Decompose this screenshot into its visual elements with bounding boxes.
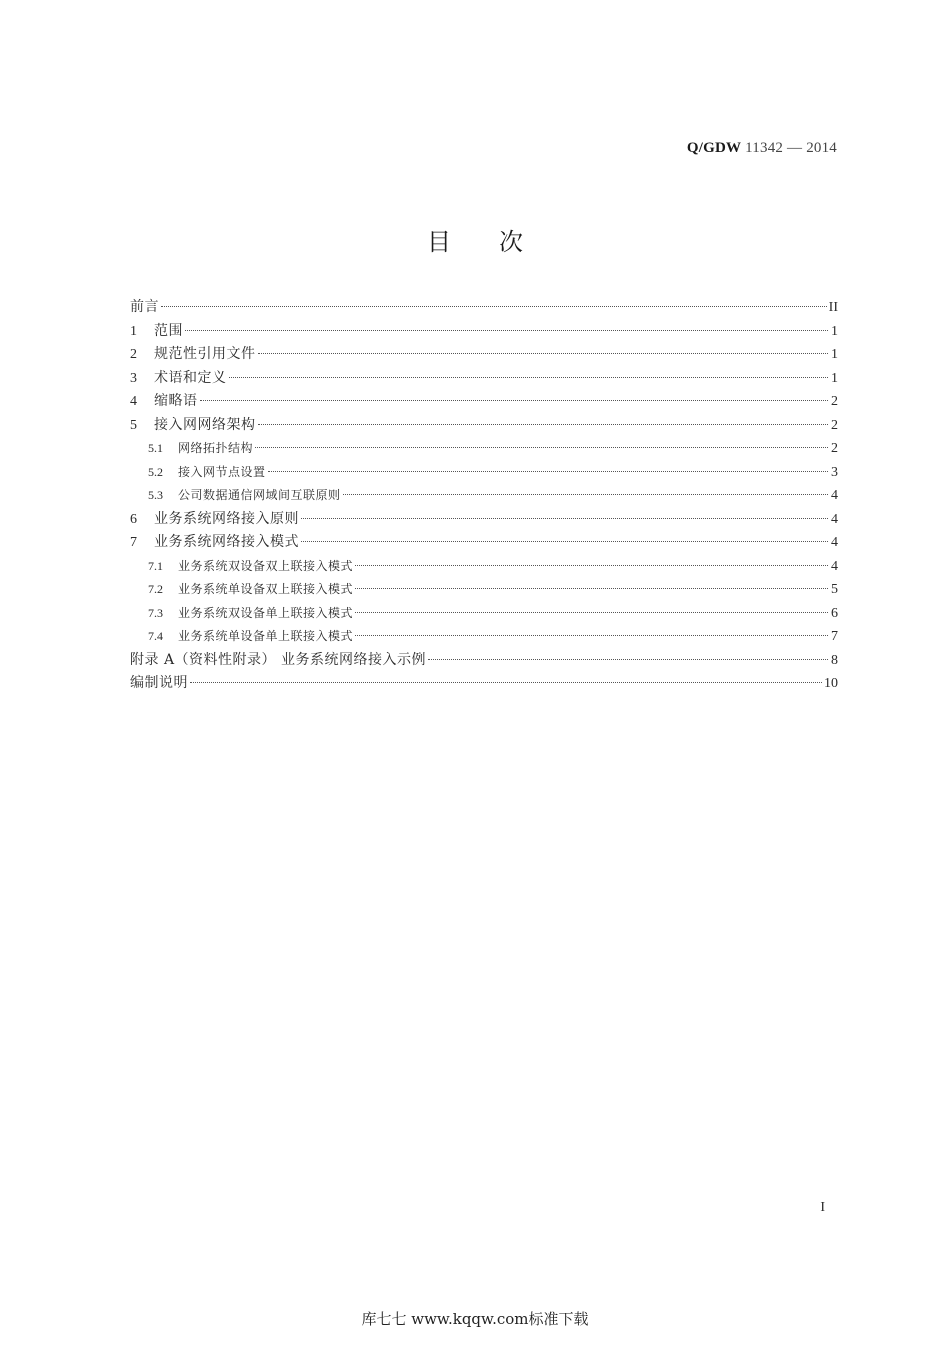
toc-entry-title: 前言 bbox=[130, 299, 159, 315]
toc-entry[interactable] bbox=[130, 367, 838, 391]
toc-entry-number: 3 bbox=[130, 370, 137, 386]
toc-entry-page: 3 bbox=[831, 464, 838, 480]
toc-entry-number: 2 bbox=[130, 347, 137, 362]
footer-credit: 库七七 www.kqqw.com标准下载 bbox=[361, 1310, 589, 1328]
standard-code bbox=[687, 140, 837, 157]
toc-entry-page: 4 bbox=[831, 558, 838, 574]
page-number: I bbox=[820, 1200, 825, 1215]
toc-entry[interactable] bbox=[130, 437, 838, 461]
toc-entry-title: 范围 bbox=[154, 322, 183, 339]
toc-entry-page: 2 bbox=[831, 417, 838, 433]
toc-dot-leader bbox=[255, 447, 828, 448]
table-of-contents bbox=[130, 296, 838, 696]
toc-entry[interactable] bbox=[130, 414, 838, 438]
toc-entry[interactable] bbox=[130, 296, 838, 320]
toc-entry-number: 5.2 bbox=[148, 464, 163, 479]
toc-title: 目次 bbox=[427, 228, 571, 256]
toc-dot-leader bbox=[258, 353, 829, 354]
toc-entry[interactable] bbox=[130, 555, 838, 579]
toc-dot-leader bbox=[355, 588, 828, 589]
toc-entry[interactable] bbox=[130, 649, 838, 673]
toc-entry[interactable] bbox=[130, 578, 838, 602]
toc-entry-number: 1 bbox=[130, 323, 137, 339]
toc-entry-title: 编制说明 bbox=[130, 675, 188, 691]
toc-entry[interactable] bbox=[130, 461, 838, 485]
toc-dot-leader bbox=[161, 306, 827, 307]
toc-entry-title: 业务系统网络接入模式 bbox=[154, 534, 299, 550]
toc-dot-leader bbox=[229, 377, 829, 378]
toc-entry[interactable] bbox=[130, 602, 838, 626]
toc-entry-number: 4 bbox=[130, 394, 137, 409]
toc-dot-leader bbox=[258, 424, 829, 425]
toc-entry[interactable] bbox=[130, 531, 838, 555]
toc-entry-title: 业务系统网络接入原则 bbox=[154, 510, 299, 527]
toc-entry[interactable] bbox=[130, 484, 838, 508]
toc-entry-page: 1 bbox=[831, 370, 838, 386]
toc-entry-number: 7 bbox=[130, 535, 137, 550]
toc-entry[interactable] bbox=[130, 625, 838, 649]
toc-entry[interactable] bbox=[130, 390, 838, 414]
toc-entry-page: 5 bbox=[831, 582, 838, 597]
toc-entry-title: 规范性引用文件 bbox=[154, 346, 256, 362]
toc-entry-title: 附录 A（资料性附录） 业务系统网络接入示例 bbox=[130, 651, 427, 668]
toc-entry-page: 1 bbox=[831, 347, 838, 362]
toc-entry-number: 7.1 bbox=[148, 558, 163, 573]
toc-entry-title: 业务系统单设备单上联接入模式 bbox=[178, 629, 354, 643]
toc-dot-leader bbox=[301, 518, 828, 519]
toc-entry-page: 4 bbox=[831, 511, 838, 527]
toc-entry-page: II bbox=[828, 300, 838, 315]
toc-entry-title: 接入网网络架构 bbox=[154, 416, 256, 433]
toc-dot-leader bbox=[428, 659, 828, 660]
toc-entry-title: 业务系统双设备单上联接入模式 bbox=[178, 605, 354, 620]
toc-entry-page: 8 bbox=[831, 652, 838, 668]
toc-entry-title: 业务系统单设备双上联接入模式 bbox=[178, 582, 354, 596]
toc-entry-page: 1 bbox=[831, 323, 838, 339]
toc-entry-page: 2 bbox=[831, 441, 838, 456]
toc-entry-page: 4 bbox=[831, 535, 838, 550]
toc-dot-leader bbox=[268, 471, 828, 472]
toc-entry-title: 公司数据通信网域间互联原则 bbox=[178, 488, 341, 502]
toc-entry-number: 7.3 bbox=[148, 605, 163, 620]
toc-dot-leader bbox=[343, 494, 828, 495]
standard-code-prefix: Q/GDW bbox=[686, 140, 742, 156]
toc-entry-title: 术语和定义 bbox=[154, 369, 227, 386]
toc-entry[interactable] bbox=[130, 320, 838, 344]
toc-dot-leader bbox=[301, 541, 828, 542]
toc-entry-title: 接入网节点设置 bbox=[178, 464, 266, 479]
toc-entry[interactable] bbox=[130, 672, 838, 696]
toc-dot-leader bbox=[355, 612, 828, 613]
toc-dot-leader bbox=[200, 400, 829, 401]
toc-dot-leader bbox=[355, 565, 828, 566]
toc-entry-number: 7.4 bbox=[148, 629, 163, 643]
toc-entry-number: 5.3 bbox=[148, 488, 163, 502]
toc-entry-number: 5.1 bbox=[148, 441, 163, 455]
toc-entry-number: 5 bbox=[130, 417, 137, 433]
toc-entry[interactable] bbox=[130, 343, 838, 367]
toc-entry-title: 缩略语 bbox=[154, 393, 198, 409]
toc-dot-leader bbox=[355, 635, 828, 636]
toc-entry-number: 7.2 bbox=[148, 582, 163, 596]
toc-entry-page: 7 bbox=[831, 629, 838, 644]
toc-dot-leader bbox=[190, 682, 822, 683]
toc-entry-page: 6 bbox=[831, 605, 838, 621]
toc-entry-number: 6 bbox=[130, 511, 137, 527]
toc-entry-page: 4 bbox=[831, 488, 838, 503]
toc-entry[interactable] bbox=[130, 508, 838, 532]
standard-code-number: 11342 — 2014 bbox=[745, 140, 837, 156]
toc-entry-title: 业务系统双设备双上联接入模式 bbox=[178, 558, 354, 573]
toc-entry-page: 10 bbox=[824, 676, 838, 691]
toc-entry-title: 网络拓扑结构 bbox=[178, 441, 254, 455]
toc-dot-leader bbox=[185, 330, 828, 331]
toc-entry-page: 2 bbox=[831, 394, 838, 409]
